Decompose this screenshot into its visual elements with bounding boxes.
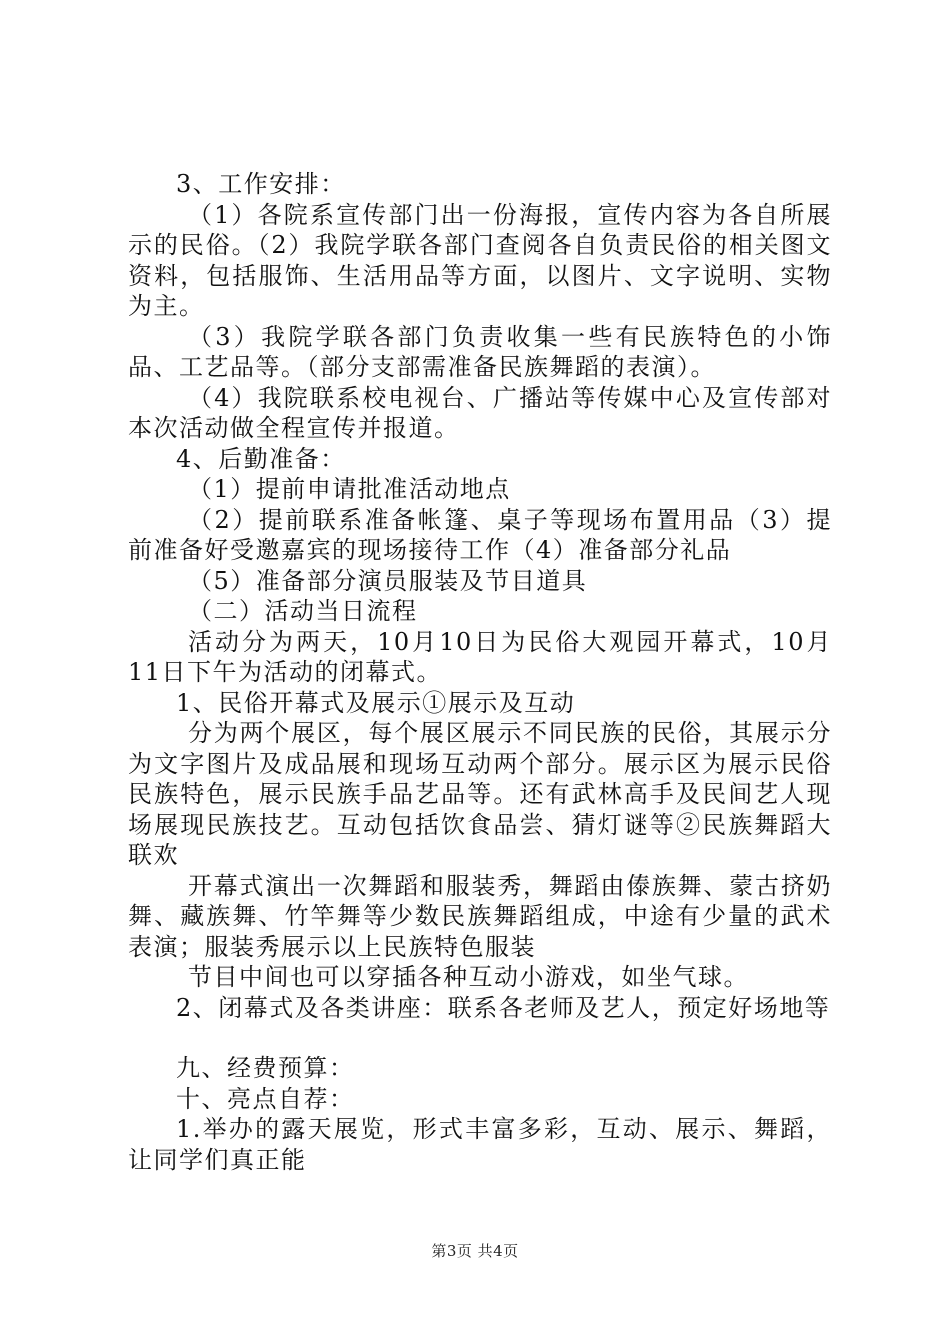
blank-line <box>128 1023 832 1053</box>
paragraph: 活动分为两天，10月10日为民俗大观园开幕式，10月11日下午为活动的闭幕式。 <box>128 627 832 686</box>
section-heading-highlights: 十、亮点自荐： <box>176 1084 355 1113</box>
paragraph: （4）我院联系校电视台、广播站等传媒中心及宣传部对本次活动做全程宣传并报道。 <box>128 383 832 442</box>
paragraph: 节目中间也可以穿插各种互动小游戏，如坐气球。 <box>188 963 749 991</box>
section-heading-closing: 2、闭幕式及各类讲座：联系各老师及艺人，预定好场地等 <box>176 993 831 1022</box>
page-number-footer: 第3页 共4页 <box>431 1242 519 1260</box>
paragraph: 1.举办的露天展览，形式丰富多彩，互动、展示、舞蹈，让同学们真正能 <box>128 1115 832 1174</box>
section-heading-budget: 九、经费预算： <box>176 1054 355 1082</box>
section-heading-work-arrangement: 3、工作安排： <box>176 170 346 198</box>
section-heading-opening: 1、民俗开幕式及展示①展示及互动 <box>176 688 576 717</box>
document-body <box>128 169 832 1175</box>
paragraph: （5）准备部分演员服装及节目道具 <box>188 566 588 595</box>
paragraph: （3）我院学联各部门负责收集一些有民族特色的小饰品、工艺品等。（部分支部需准备民族舞蹈的表演）。 <box>128 322 832 381</box>
section-heading-logistics: 4、后勤准备： <box>176 444 346 473</box>
paragraph: （1）提前申请批准活动地点 <box>188 475 511 503</box>
paragraph: 分为两个展区，每个展区展示不同民族的民俗，其展示分为文字图片及成品展和现场互动两个部分。展示区为展示民俗民族特色，展示民族手品艺品等。还有武林高手及民间艺人现场展现民族技艺。互动包括饮食品尝、猜灯谜等②民族舞蹈大联欢 <box>128 719 832 869</box>
paragraph: 开幕式演出一次舞蹈和服装秀，舞蹈由傣族舞、蒙古挤奶舞、藏族舞、竹竿舞等少数民族舞蹈组成，中途有少量的武术表演；服装秀展示以上民族特色服装 <box>128 871 832 961</box>
paragraph: （1）各院系宣传部门出一份海报，宣传内容为各自所展示的民俗。（2）我院学联各部门查阅各自负责民俗的相关图文资料，包括服饰、生活用品等方面，以图片、文字说明、实物为主。 <box>128 200 832 320</box>
paragraph: （2）提前联系准备帐篷、桌子等现场布置用品（3）提前准备好受邀嘉宾的现场接待工作（4）准备部分礼品 <box>128 505 832 564</box>
section-heading-day-schedule: （二）活动当日流程 <box>188 597 418 625</box>
